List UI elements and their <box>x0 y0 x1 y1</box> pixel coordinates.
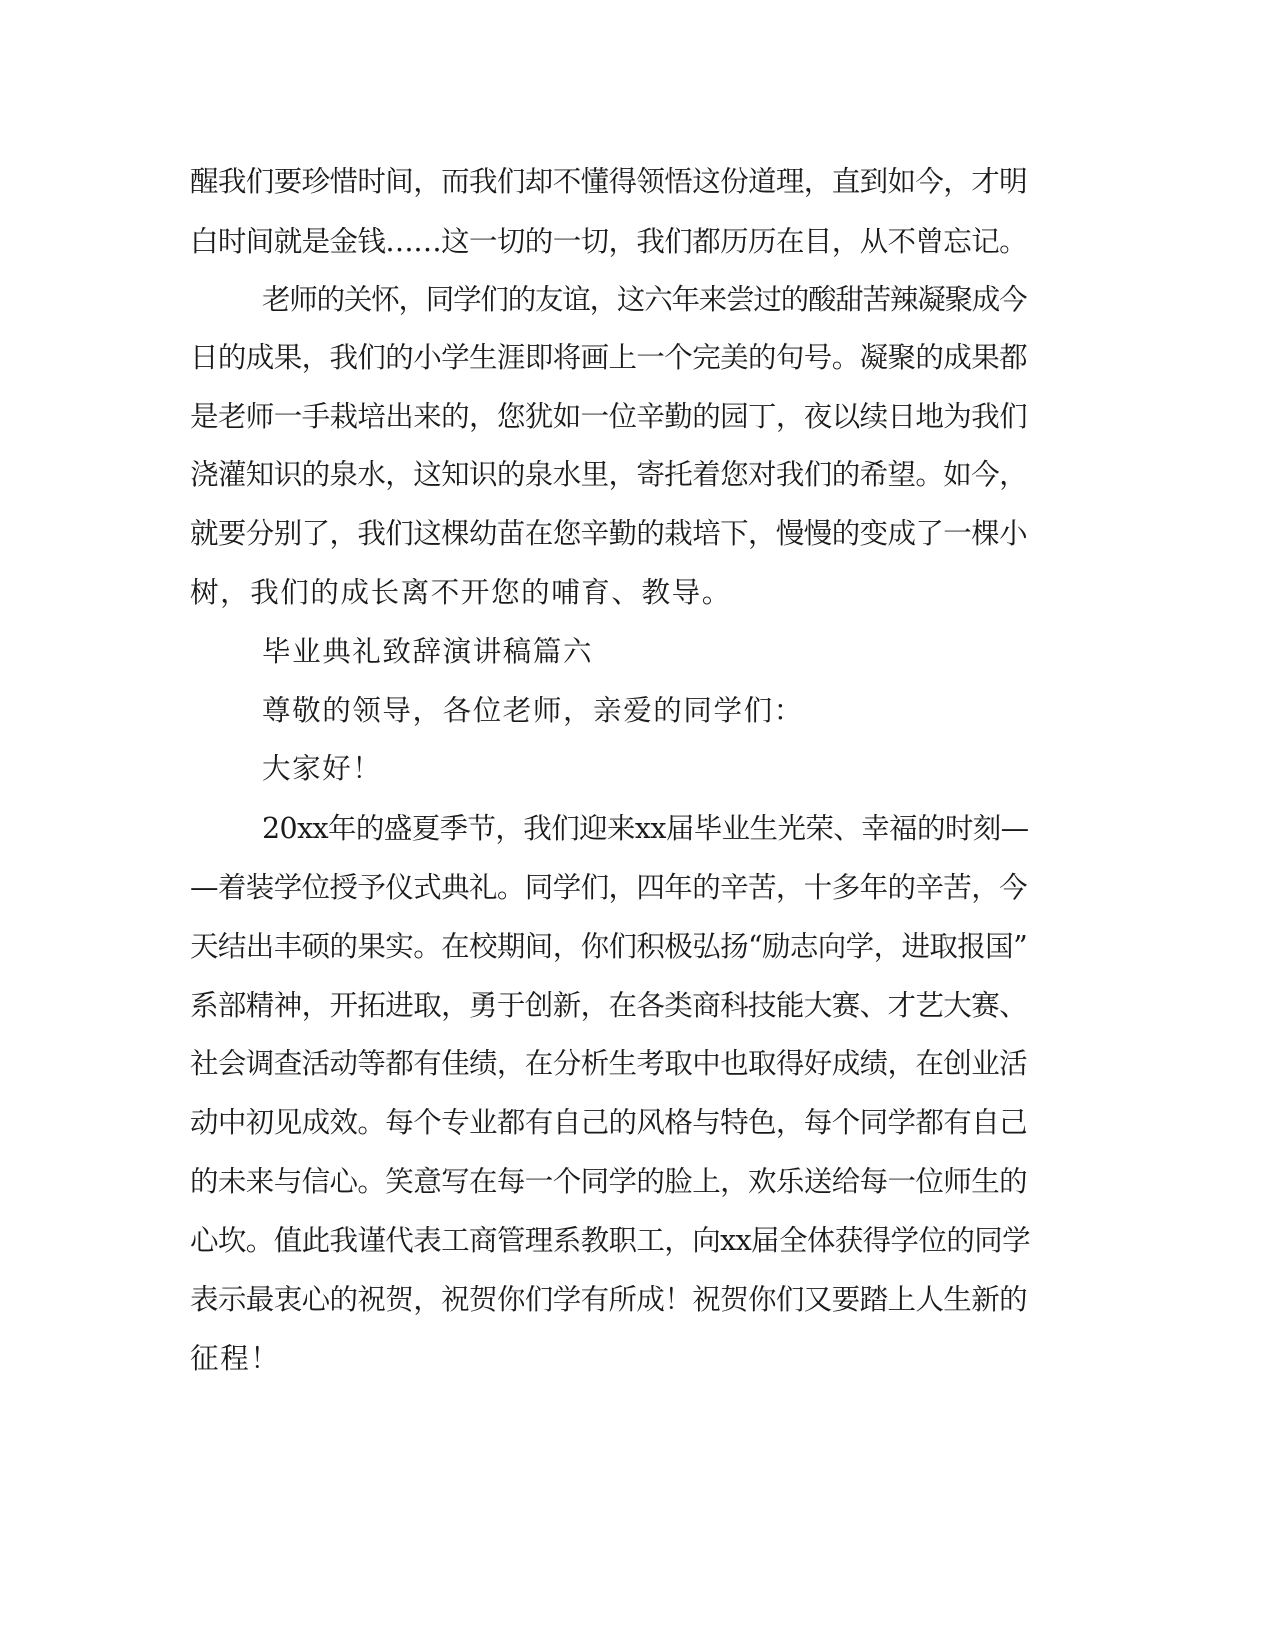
text-line: 表示最衷心的祝贺，祝贺你们学有所成！祝贺你们又要踏上人生新的 <box>190 1283 1028 1316</box>
text-line: 天结出丰硕的果实。在校期间，你们积极弘扬“励志向学，进取报国” <box>190 930 1028 963</box>
text-line: —着装学位授予仪式典礼。同学们，四年的辛苦，十多年的辛苦，今 <box>190 871 1028 904</box>
text-line: 系部精神，开拓进取，勇于创新，在各类商科技能大赛、才艺大赛、 <box>190 989 1028 1022</box>
text-line: 白时间就是金钱……这一切的一切，我们都历历在目，从不曾忘记。 <box>190 225 1028 258</box>
text-line: 征程！ <box>190 1342 281 1375</box>
text-line: 浇灌知识的泉水，这知识的泉水里，寄托着您对我们的希望。如今， <box>190 458 1028 491</box>
text-line: 老师的关怀，同学们的友谊，这六年来尝过的酸甜苦辣凝聚成今 <box>262 283 1027 316</box>
text-line: 的未来与信心。笑意写在每一个同学的脸上，欢乐送给每一位师生的 <box>190 1165 1028 1198</box>
text-line: 日的成果，我们的小学生涯即将画上一个完美的句号。凝聚的成果都 <box>190 341 1028 374</box>
text-line: 是老师一手栽培出来的，您犹如一位辛勤的园丁，夜以续日地为我们 <box>190 400 1028 433</box>
text-line: 20xx年的盛夏季节，我们迎来xx届毕业生光荣、幸福的时刻— <box>262 812 1029 845</box>
text-line: 心坎。值此我谨代表工商管理系教职工，向xx届全体获得学位的同学 <box>190 1224 1031 1257</box>
text-line: 动中初见成效。每个专业都有自己的风格与特色，每个同学都有自己 <box>190 1106 1028 1139</box>
salutation: 尊敬的领导，各位老师，亲爱的同学们： <box>262 694 804 727</box>
greeting: 大家好！ <box>262 752 383 785</box>
text-line: 社会调查活动等都有佳绩，在分析生考取中也取得好成绩，在创业活 <box>190 1047 1028 1080</box>
text-line: 树，我们的成长离不开您的哺育、教导。 <box>190 576 732 609</box>
text-line: 醒我们要珍惜时间，而我们却不懂得领悟这份道理，直到如今，才明 <box>190 165 1028 198</box>
section-heading: 毕业典礼致辞演讲稿篇六 <box>262 635 594 668</box>
text-line: 就要分别了，我们这棵幼苗在您辛勤的栽培下，慢慢的变成了一棵小 <box>190 517 1028 550</box>
